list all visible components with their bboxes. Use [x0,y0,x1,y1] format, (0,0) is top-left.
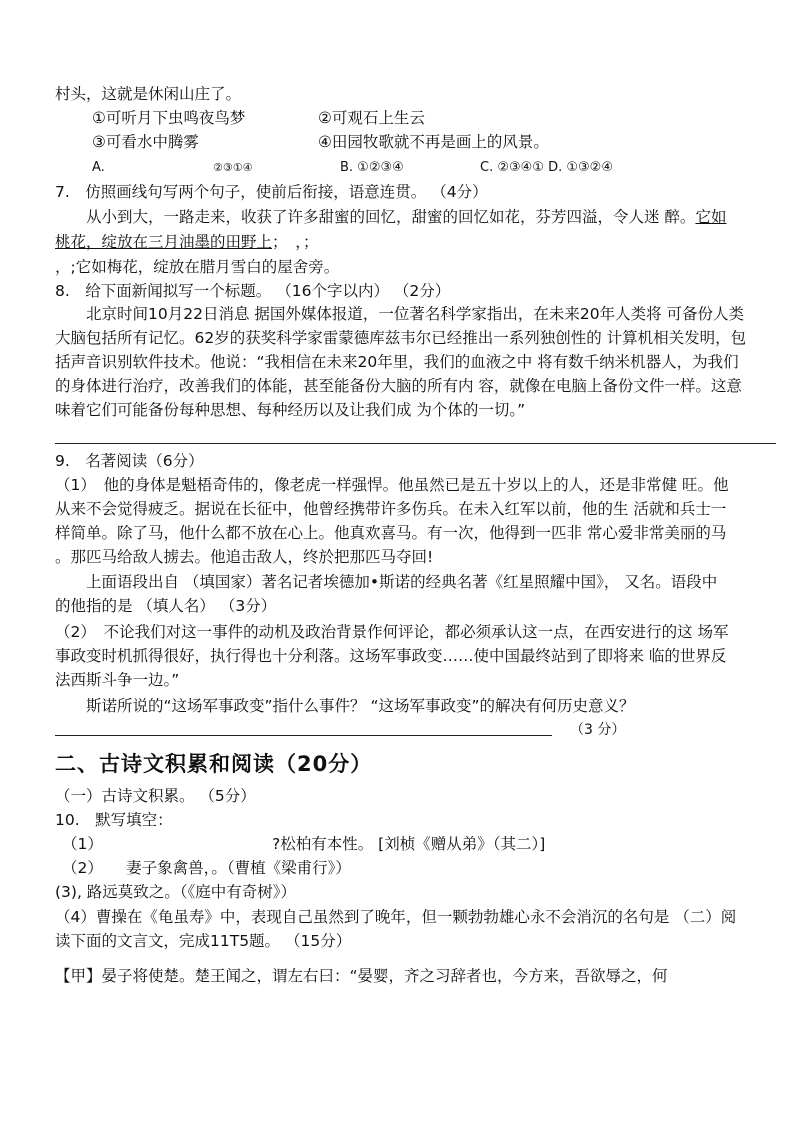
option-1: ①可听月下虫鸣夜鸟梦 [92,109,246,127]
subsection-heading: （一）古诗文积累。 （5分） [55,787,256,805]
text-line: 。那匹马给敌人掳去。他追击敌人，终於把那匹马夺回! [55,548,434,566]
choice-a: A. [92,160,105,175]
fill-2: （2） 妻子象禽兽，。（曹植《梁甫行》） [62,859,351,877]
q7-underlined-2: 桃花，绽放在三月油墨的田野上 [55,233,273,251]
text-line: 大脑包括所有记忆。62岁的获奖科学家雷蒙德库兹韦尔已经推出一系列独创性的 计算机相关发明，包 [55,329,747,347]
text-line: ，;它如梅花，绽放在腊月雪白的屋舍旁。 [55,258,340,276]
text-line: 事政变时机抓得很好，执行得也十分利落。这场军事政变……使中国最终站到了即将来 临的世界反 [55,647,727,665]
text-line [86,205,726,229]
section-heading: 二、古诗文积累和阅读（20分） [55,752,373,776]
text-line: 从来不会觉得疲乏。据说在长征中，他曾经携带许多伤兵。在未入红军以前，他的生 活就和兵士一 [55,500,727,518]
question-7: 7. 仿照画线句写两个句子，使前后衔接，语意连贯。 （4分） [55,183,488,201]
fill-3: (3), 路远莫致之。（《庭中有奇树》） [55,883,297,901]
fill-4: （4）曹操在《龟虽寿》中，表现自己虽然到了晚年，但一颗勃勃雄心永不会消沉的名句是 （二）阅 [55,908,737,926]
question-10: 10. 默写填空： [55,811,173,829]
text-line: 读下面的文言文，完成11T5题。 （15分） [55,932,352,950]
q7-lead: 从小到大，一路走来，收获了许多甜蜜的回忆，甜蜜的回忆如花，芬芳四溢，令人迷 醉。 [86,208,696,226]
answer-line [55,443,776,444]
text-line: 上面语段出自 （填国家）著名记者埃德加•斯诺的经典名著《红星照耀中国》， 又名。语段中 [86,573,718,591]
text-line: 样简单。除了马，他什么都不放在心上。他真欢喜马。有一次，他得到一匹非 常心爱非常美丽的马 [55,524,727,542]
text-line: 的他指的是 （填人名） （3分） [55,597,277,615]
answer-line [55,735,552,736]
text-line: 斯诺所说的“这场军事政变”指什么事件？ “这场军事政变”的解决有何历史意义？ [86,697,635,715]
option-4: ④田园牧歌就不再是画上的风景。 [318,133,549,151]
option-3: ③可看水中腾雾 [92,133,199,151]
fill-1-label: （1） [62,835,103,853]
text-line: 括声音识别软件技术。他说：“我相信在未来20年里，我们的血液之中 将有数千纳米机器人，为我们 [55,353,739,371]
score-note: （3 分） [570,722,626,738]
q7-blank: ； ，； [272,233,319,251]
text-line: 村头，这就是休闲山庄了。 [55,85,242,103]
choice-c-d: C. ②③④① D. ①③②④ [480,160,613,175]
question-8: 8. 给下面新闻拟写一个标题。 （16个字以内） （2分） [55,282,451,300]
option-2: ②可观石上生云 [318,109,425,127]
text-line: 的身体进行治疗，改善我们的体能，甚至能备份大脑的所有内 容，就像在电脑上备份文件一样。这意 [55,377,742,395]
text-line [55,230,319,254]
text-line: 法西斯斗争一边。” [55,671,180,689]
text-line: 味着它们可能备份每种思想、每种经历以及让我们成 为个体的一切。” [55,401,526,419]
text-line: 北京时间10月22日消息 据国外媒体报道，一位著名科学家指出，在未来20年人类将 可备份人类 [86,305,745,323]
fill-1-text: ?松柏有本性。 [刘桢《赠从弟》（其二）] [272,835,546,853]
q7-underlined-1: 它如 [695,208,727,226]
text-line: （1） 他的身体是魁梧奇伟的，像老虎一样强悍。他虽然已是五十岁以上的人，还是非常健 旺。他 [55,476,729,494]
choice-b: B. ①②③④ [340,160,404,175]
choice-a-value: ②③①④ [213,161,253,174]
question-9: 9. 名著阅读（6分） [55,452,204,470]
text-line: （2） 不论我们对这一事件的动机及政治背景作何评论，都必须承认这一点，在西安进行的这 场军 [55,623,729,641]
classical-text: 【甲】晏子将使楚。楚王闻之，谓左右曰：“晏婴，齐之习辞者也，今方来，吾欲辱之，何 [55,967,668,985]
